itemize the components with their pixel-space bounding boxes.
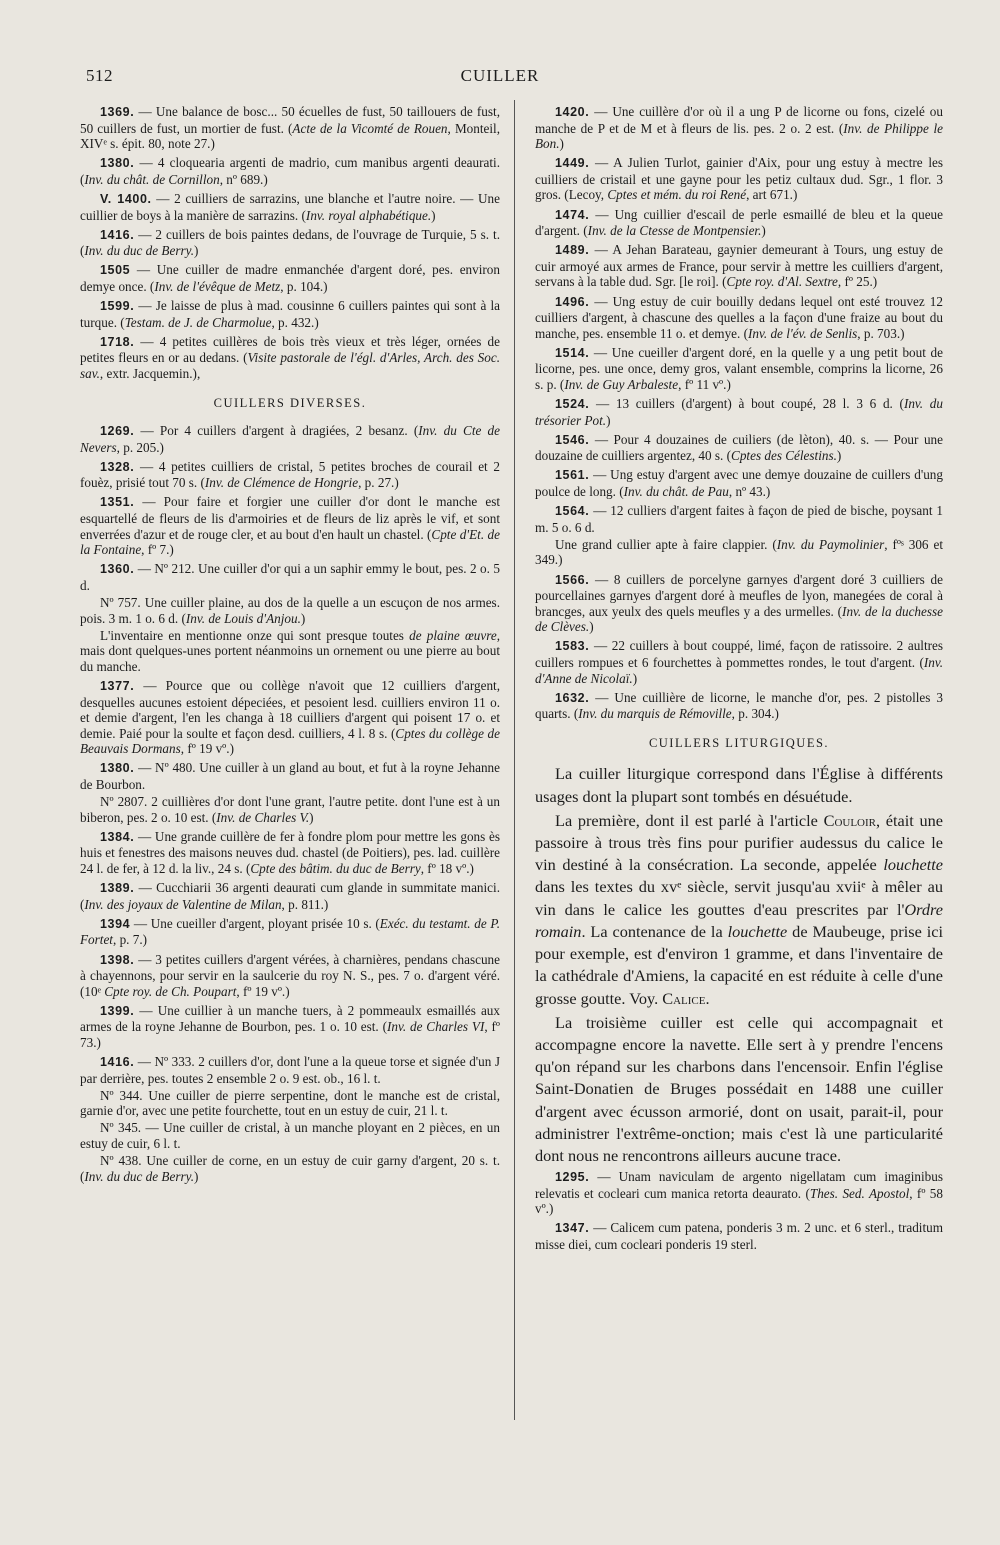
- entry-citation: Visite pastorale de l'égl. d'Arles, Arch. des Soc. sav.: [80, 350, 501, 381]
- inventory-entry: [80, 1088, 500, 1119]
- inventory-entry: [80, 298, 500, 330]
- entry-text: L'inventaire en mentionne onze qui sont presque toutes: [100, 627, 410, 643]
- paragraph-fragment: Calice: [662, 988, 706, 1008]
- entry-reference: , fºˢ 306 et 349.): [535, 536, 943, 568]
- inventory-entry: [535, 396, 943, 428]
- entry-year: 1369.: [100, 105, 135, 119]
- column-rule: [514, 100, 515, 1420]
- entry-reference: ): [761, 223, 766, 239]
- entry-reference: , p. 304.): [731, 706, 779, 722]
- entry-text: — Je laisse de plus à mad. cousinne 6 cuillers paintes qui sont à la turque. (: [80, 298, 500, 330]
- inventory-entry: [80, 104, 500, 152]
- inventory-entry: [535, 104, 943, 152]
- entry-citation: Inv. d'Anne de Nicolaï.: [535, 655, 943, 686]
- entries-group-3: [535, 104, 943, 722]
- entry-year: 1524.: [555, 397, 590, 412]
- entry-reference: , fº 19 vº.): [236, 983, 290, 999]
- entry-reference: , fº 11 vº.): [678, 377, 731, 392]
- entry-reference: ): [431, 207, 436, 223]
- entry-year: 1449.: [555, 156, 590, 171]
- entry-citation: Inv. des joyaux de Valentine de Milan: [84, 896, 282, 912]
- entry-text: — Pour 4 douzaines de cuiliers (de lèton), 40. s. — Pour une douzaine de cuilliers argentez, 40 s. (: [535, 431, 943, 464]
- inventory-entry: [80, 1153, 500, 1184]
- entry-year: 1514.: [555, 345, 590, 360]
- paragraph-fragment: louchette: [727, 921, 788, 941]
- entry-year: 1377.: [100, 679, 135, 693]
- inventory-entry: [80, 227, 500, 259]
- inventory-entry: [80, 880, 500, 912]
- entry-year: 1351.: [100, 495, 135, 510]
- inventory-entry: [535, 537, 943, 568]
- entry-citation: Inv. du trésorier Pot.: [535, 396, 943, 428]
- paragraph-fragment: de Maubeuge, prise ici pour exemple, est d'environ 1 gramme, et dans l'inventaire de la cathédrale d'Amiens, la capacité en est réduite à celle d'une grosse goutte. Voy.: [535, 921, 943, 1008]
- inventory-entry: [535, 345, 943, 393]
- entry-reference: , Monteil, XIVᵉ s. épit. 80, note 27.): [80, 120, 501, 152]
- entry-text: — Pour faire et forgier une cuiller d'or dont le manche est esquartellé de fleurs de lis d'armoiries et de fleurs de liz après le vif, et sont enverrées d'azur et de rouge cler, et au bout d'en hault un chastel. (: [80, 494, 500, 542]
- entry-year: 1583.: [555, 639, 590, 654]
- entry-citation: Inv. du duc de Berry.: [84, 243, 195, 259]
- entry-year: 1416.: [100, 1055, 135, 1070]
- inventory-entry: [80, 494, 500, 557]
- inventory-entry: [535, 690, 943, 722]
- paragraph-fragment: louchette: [883, 855, 943, 875]
- entries-group-4: [535, 1169, 943, 1252]
- entry-text: — Ung cuillier d'escail de perle esmaillé de bleu et la queue d'argent. (: [535, 206, 943, 239]
- inventory-entry: [80, 561, 500, 593]
- entry-text: Nº 757. Une cuiller plaine, au dos de la quelle a un escuçon de nos armes. pois. 3 m. 1 o. 6 d. (: [80, 595, 500, 626]
- entry-year: 1632.: [555, 690, 590, 705]
- entry-reference: , fº 7.): [141, 542, 174, 558]
- entry-citation: Cptes des Célestins.: [731, 448, 837, 464]
- inventory-entry: [80, 262, 500, 294]
- entry-reference: , p. 205.): [116, 439, 164, 455]
- entry-year: 1546.: [555, 432, 590, 447]
- paragraph-fragment: Ordre romain: [535, 899, 943, 941]
- entry-text: Nº 344. Une cuiller de pierre serpentine, dont le manche est de cristal, garnie d'or, avec une petite fourchette, tout en un estuy de cuir, 21 l. t.: [80, 1087, 500, 1119]
- inventory-entry: [535, 207, 943, 239]
- entry-citation: Inv. du Cte de Nevers: [80, 423, 501, 455]
- inventory-entry: [80, 794, 500, 825]
- entry-reference: , p. 104.): [280, 278, 328, 294]
- entry-reference: , p. 811.): [281, 896, 329, 912]
- entry-reference: ): [300, 610, 306, 626]
- entry-year: 1347.: [555, 1221, 590, 1236]
- paragraph-fragment: La troisième cuiller est celle qui accompagnait et accompagne encore la navette. Elle sert à y prendre l'encens qu'on répand sur les charbons dans l'encensoir. Enfin l'église Saint-Donatien de Bruges possédait en 1488 une cuiller d'argent avec écusson armorié, dont on usait, parait-il, pour administrer l'extrême-onction; mais c'est là une particularité dont nous ne rencontrons ailleurs aucune trace.: [535, 1012, 943, 1165]
- entry-text: — Pource que ou collège n'avoit que 12 cuilliers d'argent, desquelles aucunes estoient dépeciées, et pesoient lesd. cuilliers environ 11 o. et demie d'argent, l'en les changa à 18 cuilliers d'argent qui poisent 17 o. et demie. Paié pour la soulte et façon desd. cuilliers, 4 l. 8 s. (: [80, 678, 500, 741]
- body-paragraph: [535, 1012, 943, 1167]
- entry-year: 1399.: [100, 1003, 135, 1018]
- entry-text: — Une cuillier à un manche tuers, à 2 pommeaulx esmaillés aux armes de la royne Jehanne de Bourbon, pes. 1 o. 10 est. (: [80, 1002, 500, 1035]
- entry-citation: Inv. de Louis d'Anjou.: [185, 610, 301, 626]
- entry-citation: Cpte d'Et. de la Fontaine: [80, 526, 500, 558]
- entry-reference: ): [632, 670, 638, 686]
- inventory-entry: [80, 952, 500, 1000]
- entry-citation: Acte de la Vicomté de Rouen: [292, 120, 448, 136]
- entry-text: — Nº 212. Une cuiller d'or qui a un saphir emmy le bout, pes. 2 o. 5 d.: [80, 561, 500, 593]
- entry-text: Nº 345. — Une cuiller de cristal, à un manche ployant en 2 pièces, en un estuy de cuir, 6 l. t.: [80, 1120, 500, 1152]
- entry-citation: de plaine œuvre: [409, 627, 497, 643]
- section-title-diverses: CUILLERS DIVERSES.: [213, 395, 367, 410]
- entry-reference: ): [194, 243, 199, 259]
- entry-reference: , p. 7.): [112, 932, 148, 948]
- entry-text: — Une grande cuillère de fer à fondre plom pour mettre les gons ès huis et fenestres des maisons neuves dud. chastel (de Poitiers), pes. lad. cuillère 24 l. de fer, à 12 d. la liv., 24 s. (: [80, 828, 500, 877]
- right-column: [535, 104, 943, 1256]
- entry-text: — Nº 480. Une cuiller à un gland au bout, et fut à la royne Jehanne de Bourbon.: [80, 760, 500, 793]
- inventory-entry: [80, 1054, 500, 1086]
- inventory-entry: [80, 829, 500, 877]
- entry-year: 1420.: [555, 105, 590, 119]
- liturgy-text: [535, 763, 943, 1167]
- entry-citation: Inv. de la duchesse de Clèves.: [535, 603, 943, 635]
- inventory-entry: [535, 294, 943, 342]
- entry-reference: , fº 18 vº.): [420, 861, 474, 877]
- entry-reference: , p. 703.): [857, 325, 905, 341]
- body-paragraph: [535, 763, 943, 807]
- entry-text: — Une cuillère d'or où il a ung P de licorne ou fons, cizelé ou manche de P et de M et à fleurs de lis. pes. 2 o. 2 est. (: [535, 104, 943, 136]
- entry-year: 1380.: [100, 156, 135, 171]
- entry-text: — 3 petites cuillers d'argent vérées, à charnières, pendans chascune à chayennons, pour servir en la saulcerie du roy N. S., pes. 7 o. d'argent véré. (10ᵉ: [80, 951, 500, 999]
- entry-text: — Calicem cum patena, ponderis 3 m. 2 unc. et 6 sterl., traditum misse diei, cum cocleari ponderis 19 sterl.: [535, 1220, 943, 1252]
- entry-year: 1416.: [100, 227, 135, 242]
- inventory-entry: [80, 191, 500, 223]
- entry-reference: , mais dont quelques-unes portent néanmoins un ornement ou une pierre au bout du manche.: [80, 627, 500, 674]
- entry-citation: Cpte roy. d'Al. Sextre: [726, 274, 838, 290]
- entry-text: — Une balance de bosc... 50 écuelles de fust, 50 taillouers de fust, 50 cuillers de fust, un mortier de fust. (: [80, 104, 500, 136]
- entry-citation: Inv. de Clémence de Hongrie: [204, 475, 359, 491]
- entry-year: 1561.: [555, 468, 590, 483]
- entry-citation: Testam. de J. de Charmolue: [124, 314, 272, 330]
- body-paragraph: [535, 810, 943, 1010]
- page-number: 512: [86, 66, 113, 85]
- inventory-entry: [535, 242, 943, 290]
- inventory-entry: [535, 572, 943, 635]
- entry-year: 1380.: [100, 761, 135, 776]
- section-title-liturgiques: CUILLERS LITURGIQUES.: [648, 735, 830, 750]
- entry-citation: Inv. royal alphabétique.: [305, 207, 432, 223]
- entry-text: — 22 cuillers à bout couppé, limé, façon de ratissoire. 2 aultres cuillers rompues et 6 fourchettes à pommettes rondes, le tout d'argent. (: [535, 638, 943, 670]
- entry-citation: Inv. de Philippe le Bon.: [535, 120, 943, 152]
- entry-year: 1564.: [555, 504, 590, 519]
- entry-citation: Inv. de l'évêque de Metz: [154, 278, 281, 294]
- entry-text: Nº 438. Une cuiller de corne, en un estuy de cuir garny d'argent, 20 s. t. (: [80, 1153, 500, 1184]
- inventory-entry: [80, 678, 500, 757]
- entry-reference: ): [309, 809, 314, 825]
- entry-text: — Une cueiller d'argent, ployant prisée 10 s. (: [130, 915, 380, 931]
- entry-text: — 13 cuillers (d'argent) à bout coupé, 28 l. 3 6 d. (: [589, 396, 904, 412]
- left-column: [80, 104, 500, 1188]
- inventory-entry: [535, 1169, 943, 1217]
- entry-text: — Une cuiller de madre enmanchée d'argent doré, pes. environ demye once. (: [80, 262, 500, 294]
- entries-group-2: [80, 423, 500, 1184]
- inventory-entry: [80, 423, 500, 455]
- inventory-entry: [535, 638, 943, 686]
- running-head: CUILLER: [460, 66, 540, 85]
- inventory-entry: [535, 432, 943, 464]
- entry-year: 1389.: [100, 881, 135, 896]
- entry-year: 1269.: [100, 424, 135, 439]
- entry-year: 1474.: [555, 207, 590, 222]
- entry-text: — 2 cuilliers de sarrazins, une blanche et l'autre noire. — Une cuillier de boys à la manière de sarrazins. (: [80, 190, 500, 223]
- entry-year: V. 1400.: [100, 191, 152, 206]
- inventory-entry: [80, 334, 500, 382]
- entry-reference: ): [194, 1168, 199, 1184]
- entry-citation: Cptes du collège de Beauvais Dormans: [80, 725, 500, 757]
- entry-text: — Unam naviculam de argento nigellatam cum imaginibus relevatis et cocleari cum manica retorta deaurato. (: [535, 1169, 943, 1201]
- entry-citation: Inv. de Charles VI: [386, 1019, 485, 1035]
- entry-reference: , fº 58 vº.): [535, 1185, 943, 1217]
- entry-text: — 4 cloquearia argenti de madrio, cum manibus argenti deaurati. (: [80, 155, 500, 187]
- inventory-entry: [535, 1220, 943, 1252]
- paragraph-fragment: La première, dont il est parlé à l'article: [555, 810, 824, 830]
- paragraph-fragment: , était une passoire à trous très fins pour purifier audessus du calice le vin destiné à la consécration. La seconde, appelée: [535, 810, 943, 875]
- entry-citation: Inv. du chât. de Cornillon: [84, 171, 220, 187]
- entry-reference: , extr. Jacquemin.),: [99, 365, 201, 381]
- entry-citation: Inv. de l'év. de Senlis: [748, 325, 858, 341]
- inventory-entry: [535, 467, 943, 499]
- entry-text: — 8 cuillers de porcelyne garnyes d'argent doré 3 cuilliers de pourcellaines garnyes d'argent doré à meufles de lyon, manegées de coral à brancges, aux yeulx des quels meufles y a des urmelles. (: [535, 571, 943, 619]
- entry-text: — Nº 333. 2 cuillers d'or, dont l'une a la queue torse et signée d'un J par derrière, pes. toutes 2 ensemble 2 o. 9 est. ob., 16 l. t.: [80, 1054, 500, 1086]
- inventory-entry: [80, 916, 500, 948]
- entry-year: 1718.: [100, 334, 135, 349]
- entry-citation: Inv. du marquis de Rémoville: [578, 706, 732, 722]
- inventory-entry: [80, 760, 500, 792]
- entry-year: 1599.: [100, 299, 135, 314]
- entry-year: 1384.: [100, 829, 135, 844]
- entry-citation: Cpte des bâtim. du duc de Berry: [250, 861, 421, 877]
- inventory-entry: [80, 155, 500, 187]
- entry-reference: , fº 73.): [80, 1019, 500, 1050]
- entry-reference: ): [606, 412, 611, 428]
- entries-group-1: [80, 104, 500, 382]
- entry-citation: Cpte roy. de Ch. Poupart: [104, 983, 237, 999]
- entry-year: 1505: [100, 263, 131, 278]
- inventory-entry: [80, 459, 500, 491]
- entry-text: — A Jehan Barateau, gaynier demeurant à Tours, ung estuy de cuir armoyé aux armes de France, pour servir à mettre les cuilliers d'argent, servans à la table dud. Sgr. [le roi]. (: [535, 242, 943, 290]
- entry-citation: Inv. de Charles V.: [216, 809, 310, 825]
- entry-text: — 2 cuillers de bois paintes dedans, de l'ouvrage de Turquie, 5 s. t. (: [80, 226, 500, 259]
- entry-year: 1566.: [555, 572, 590, 587]
- entry-text: — A Julien Turlot, gainier d'Aix, pour ung estuy à mectre les cuilliers de cristail et une gayne pour les petiz cultaux dud. Sgr., 1 flor. 3 gros. (Lecoy,: [535, 155, 943, 203]
- entry-reference: ): [589, 619, 594, 635]
- entry-citation: Thes. Sed. Apostol: [809, 1185, 910, 1201]
- entry-reference: , fº 25.): [837, 274, 878, 290]
- entry-year: 1496.: [555, 294, 590, 309]
- entry-reference: , p. 27.): [358, 475, 399, 491]
- inventory-entry: [80, 1003, 500, 1051]
- inventory-entry: [535, 155, 943, 203]
- entry-citation: Exéc. du testamt. de P. Fortet: [80, 915, 500, 948]
- entry-reference: , art 671.): [746, 187, 798, 203]
- entry-reference: , nº 43.): [728, 484, 771, 500]
- inventory-entry: [80, 1120, 500, 1151]
- entry-year: 1360.: [100, 562, 135, 577]
- entry-text: — Une cuillière de licorne, le manche d'or, pes. 2 pistolles 3 quarts. (: [535, 689, 943, 722]
- paragraph-fragment: .: [705, 988, 710, 1008]
- entry-citation: Inv. de la Ctesse de Montpensier.: [587, 223, 762, 239]
- entry-text: — Ung estuy d'argent avec une demye douzaine de cuillers d'ung poulce de long. (: [535, 467, 943, 500]
- paragraph-fragment: . La contenance de la: [581, 921, 728, 941]
- entry-year: 1489.: [555, 243, 590, 258]
- entry-text: — Cucchiarii 36 argenti deaurati cum glande in summitate manici. (: [80, 880, 500, 912]
- entry-text: Nº 2807. 2 cuillières d'or dont l'une grant, l'autre petite. dont l'une est à un biberon, pes. 2 o. 10 est. (: [80, 794, 500, 825]
- inventory-entry: [80, 595, 500, 626]
- paragraph-fragment: Couloir: [823, 810, 876, 830]
- paragraph-fragment: dans les textes du xvᵉ siècle, servit jusqu'au xviiᵉ à mêler au vin dans le calice les gouttes d'eau prescrites par l': [535, 877, 943, 919]
- entry-year: 1295.: [555, 1170, 590, 1185]
- entry-text: — Por 4 cuillers d'argent à dragiées, 2 besanz. (: [134, 423, 419, 439]
- entry-text: Une grand cullier apte à faire clappier. (: [555, 536, 777, 552]
- entry-citation: Inv. du Paymolinier: [776, 536, 885, 552]
- entry-text: — 12 culliers d'argent faites à façon de pied de bische, poysant 1 m. 5 o. 6 d.: [535, 503, 943, 535]
- entry-citation: Cptes et mém. du roi René: [607, 187, 747, 203]
- entry-reference: , fº 19 vº.): [180, 741, 234, 757]
- entry-reference: , nº 689.): [219, 171, 268, 187]
- entry-text: — Une cueiller d'argent doré, en la quelle y a ung petit bout de licorne, pes. une once, demy gros, valant ensemble, comprins la licorne, 26 s. p. (: [535, 344, 943, 392]
- entry-reference: , p. 432.): [271, 314, 319, 330]
- entry-year: 1398.: [100, 952, 135, 967]
- entry-text: — 4 petites cuilliers de cristal, 5 petites broches de courail et 2 fouèz, prisié tout 70 s. (: [80, 458, 500, 491]
- inventory-entry: [80, 628, 500, 675]
- entry-citation: Inv. du chât. de Pau: [623, 484, 729, 500]
- entry-citation: Inv. du duc de Berry.: [84, 1168, 195, 1184]
- inventory-entry: [535, 503, 943, 535]
- entry-reference: ): [559, 136, 564, 152]
- entry-year: 1394: [100, 916, 131, 931]
- paragraph-fragment: La cuiller liturgique correspond dans l'Église à différents usages dont la plupart sont tombés en désuétude.: [535, 764, 943, 806]
- entry-citation: Inv. de Guy Arbaleste: [564, 377, 679, 392]
- entry-year: 1328.: [100, 459, 135, 474]
- entry-reference: ): [836, 448, 842, 464]
- entry-text: — 4 petites cuillères de bois très vieux et très léger, ornées de petites fleurs en or au dedans. (: [80, 333, 500, 366]
- entry-text: — Ung estuy de cuir bouilly dedans lequel ont esté trouvez 12 cuilliers d'argent, à chascune des quelles a la façon d'une fraize au bout du manche, pes. ensemble 11 o. et demye. (: [535, 293, 943, 341]
